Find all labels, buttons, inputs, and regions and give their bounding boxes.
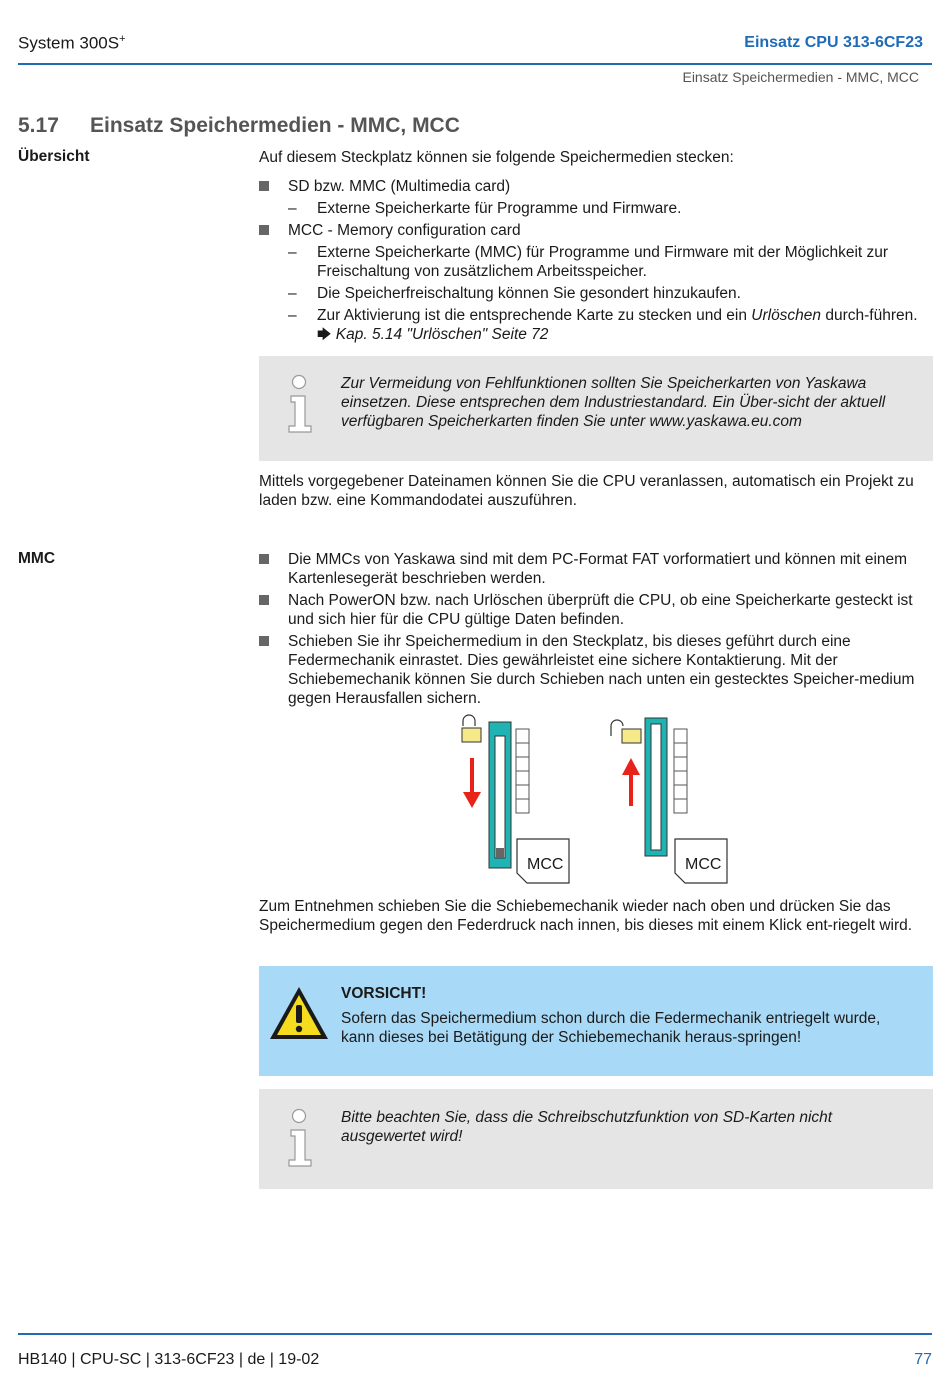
warning-text: Sofern das Speichermedium schon durch die Federmechanik entriegelt wurde, kann dieses bei Betätigung der Schiebemechanik heraus-springen!: [341, 1010, 881, 1046]
card-label-left: MCC: [527, 856, 564, 873]
info-note: [259, 1089, 933, 1189]
remove-instructions: Zum Entnehmen schieben Sie die Schiebemechanik wieder nach oben und drücken Sie das Speichermedium gegen den Federdruck nach innen, bis dieses mit einem Klick ent-riegelt wird.: [259, 898, 913, 934]
list-item: MCC - Memory configuration card: [259, 221, 924, 240]
card-slot-figure: [455, 712, 755, 888]
info-note-text: Zur Vermeidung von Fehlfunktionen sollten Sie Speicherkarten von Yaskawa einsetzen. Diese entsprechen dem Industriestandard. Ein Über-sicht der aktuell verfügbaren Speicherkarten finden Sie unter www.yaskawa.eu.com: [341, 375, 886, 430]
card-label-right: MCC: [685, 856, 722, 873]
list-item: Schieben Sie ihr Speichermedium in den Steckplatz, bis dieses geführt durch eine Federmechanik einrastet. Dies gewährleistet eine sichere Kontaktierung. Mit der Schiebemechanik können Sie durch Schieben nach unten ein gestecktes Speicher-medium gegen Herausfallen sichern.: [259, 632, 924, 708]
info-icon: [283, 374, 317, 434]
warning-triangle-icon: [267, 984, 331, 1042]
arrow-up-icon: [622, 758, 640, 806]
mmc-label: MMC: [18, 550, 56, 567]
overview-outro: Mittels vorgegebener Dateinamen können Sie die CPU veranlassen, automatisch ein Projekt zu laden bzw. eine Kommandodatei auszuführen.: [259, 473, 914, 509]
page-number: 77: [914, 1351, 932, 1368]
section-title-text: Einsatz Speichermedien - MMC, MCC: [90, 114, 460, 137]
list-item: – Zur Aktivierung ist die entsprechende Karte zu stecken und ein Urlöschen durch-führen. 🡆 Kap. 5.14 "Urlöschen" Seite 72: [288, 307, 918, 343]
list-item: – Externe Speicherkarte (MMC) für Programme und Firmware mit der Möglichkeit zur Freischaltung von zusätzlichem Arbeitsspeicher.: [288, 244, 889, 280]
arrow-down-icon: [463, 758, 481, 808]
list-item: Die MMCs von Yaskawa sind mit dem PC-Format FAT vorformatiert und können mit einem Kartenlesegerät beschrieben werden.: [259, 550, 924, 588]
header-divider: [18, 63, 932, 65]
header-product: System 300S+: [18, 33, 126, 53]
overview-label: Übersicht: [18, 148, 90, 165]
header-chapter: Einsatz CPU 313-6CF23: [744, 34, 923, 51]
overview-intro: Auf diesem Steckplatz können sie folgende Speichermedien stecken:: [259, 149, 734, 166]
footer-divider: [18, 1333, 932, 1335]
warning-title: VORSICHT!: [341, 985, 427, 1002]
list-item: Nach PowerON bzw. nach Urlöschen überprüft die CPU, ob eine Speicherkarte gesteckt ist und sich hier für die CPU gültige Daten befinden.: [259, 591, 924, 629]
list-item: – Die Speicherfreischaltung können Sie gesondert hinzukaufen.: [288, 285, 741, 302]
info-note-text: Bitte beachten Sie, dass die Schreibschutzfunktion von SD-Karten nicht ausgewertet wird!: [341, 1109, 833, 1145]
slot-right: [611, 718, 727, 883]
info-icon: [283, 1108, 317, 1168]
list-item: – Externe Speicherkarte für Programme und Firmware.: [288, 200, 682, 217]
info-note: [259, 356, 933, 461]
section-title: [18, 114, 460, 138]
list-item: SD bzw. MMC (Multimedia card): [259, 177, 924, 196]
warning-box: [259, 966, 933, 1076]
section-number: 5.17: [18, 114, 59, 137]
page-ref-icon: 🡆: [317, 326, 332, 342]
page-ref-link[interactable]: Kap. 5.14 "Urlöschen" Seite 72: [335, 326, 549, 343]
slot-left: [462, 715, 569, 883]
header-subtitle: Einsatz Speichermedien - MMC, MCC: [682, 69, 919, 85]
footer-doc-id: HB140 | CPU-SC | 313-6CF23 | de | 19-02: [18, 1351, 320, 1368]
